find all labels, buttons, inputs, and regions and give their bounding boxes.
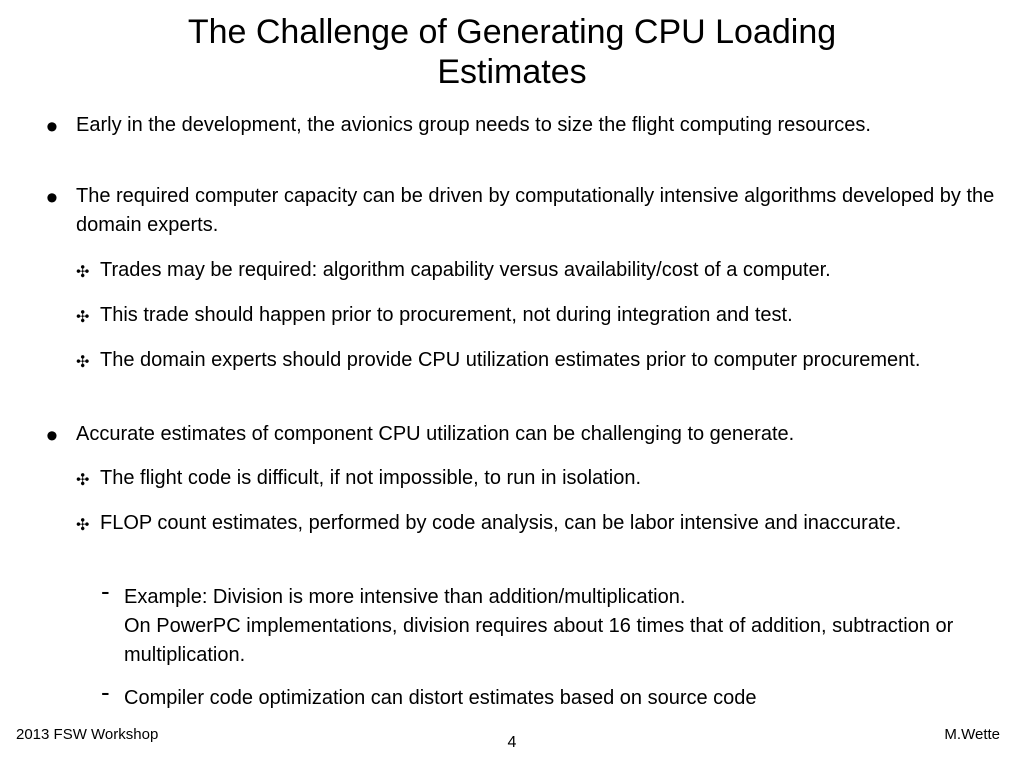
bullet-marker: • <box>46 108 58 146</box>
sub-bullet-marker: ✣ <box>76 309 90 326</box>
bullet-marker: • <box>46 417 58 455</box>
bullet-item <box>46 417 996 455</box>
sub-bullet-marker: ✣ <box>76 264 90 281</box>
slide-title-line-2: Estimates <box>437 53 587 91</box>
sub-bullet-item <box>76 509 1000 538</box>
dash-marker: - <box>101 576 110 606</box>
bullet-item <box>46 108 996 146</box>
sub-bullet-item <box>76 464 1000 493</box>
sub-bullet-item <box>76 301 1000 330</box>
dash-marker: - <box>101 677 110 707</box>
dash-text <box>124 684 1004 713</box>
footer-workshop-label: 2013 FSW Workshop <box>16 726 159 743</box>
sub-bullet-marker: ✣ <box>76 517 90 534</box>
sub-bullet-text: This trade should happen prior to procurement, not during integration and test. <box>100 304 793 326</box>
dash-text-line: Example: Division is more intensive than addition/multiplication. <box>124 586 686 608</box>
slide-title-line-1: The Challenge of Generating CPU Loading <box>187 13 837 51</box>
dash-text <box>124 583 1004 670</box>
sub-bullet-marker: ✣ <box>76 472 90 489</box>
page-number: 4 <box>507 734 517 751</box>
bullet-text: Accurate estimates of component CPU utilization can be challenging to generate. <box>76 423 795 445</box>
bullet-item <box>46 179 996 240</box>
bullet-text: The required computer capacity can be driven by computationally intensive algorithms developed by the domain experts. <box>76 185 995 236</box>
sub-bullet-text: The domain experts should provide CPU utilization estimates prior to computer procurement. <box>100 349 921 371</box>
dash-item <box>101 677 1004 713</box>
dash-item <box>101 576 1004 670</box>
sub-bullet-item <box>76 346 1000 375</box>
dash-text-line: On PowerPC implementations, division requires about 16 times that of addition, subtraction or multiplication. <box>124 615 954 666</box>
dash-text-line: Compiler code optimization can distort estimates based on source code <box>124 687 757 709</box>
bullet-marker: • <box>46 179 58 217</box>
sub-bullet-text: FLOP count estimates, performed by code analysis, can be labor intensive and inaccurate. <box>100 512 902 534</box>
sub-bullet-marker: ✣ <box>76 354 90 371</box>
sub-bullet-item <box>76 256 1000 285</box>
bullet-text: Early in the development, the avionics group needs to size the flight computing resources. <box>76 114 871 136</box>
sub-bullet-text: Trades may be required: algorithm capability versus availability/cost of a computer. <box>100 259 831 281</box>
slide-title <box>100 12 924 92</box>
sub-bullet-text: The flight code is difficult, if not impossible, to run in isolation. <box>100 467 642 489</box>
footer-author: M.Wette <box>944 726 1000 743</box>
